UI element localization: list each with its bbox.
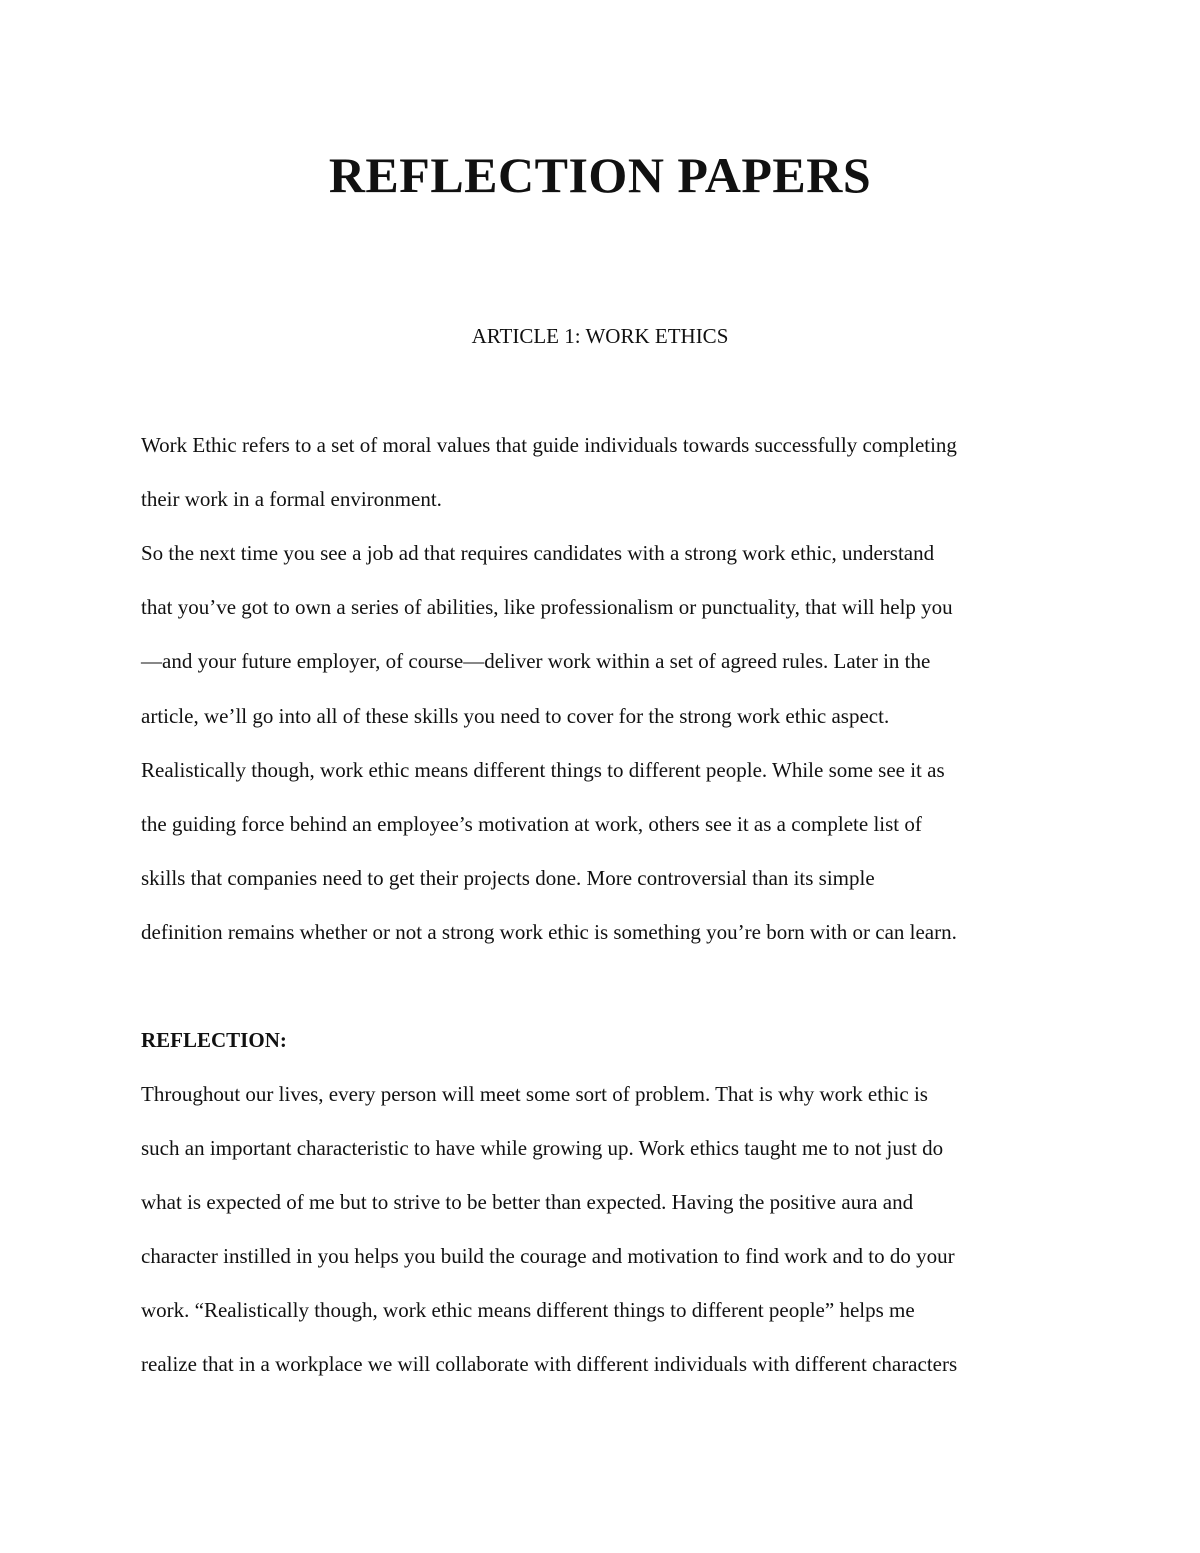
article-line: their work in a formal environment.: [141, 487, 442, 511]
article-line: definition remains whether or not a strong work ethic is something you’re born with or can learn.: [141, 920, 957, 944]
reflection-line: Throughout our lives, every person will meet some sort of problem. That is why work ethic is: [141, 1082, 928, 1106]
article-line: —and your future employer, of course—deliver work within a set of agreed rules. Later in the: [141, 649, 931, 673]
page-title: REFLECTION PAPERS: [328, 147, 872, 203]
article-line: article, we’ll go into all of these skills you need to cover for the strong work ethic aspect.: [141, 704, 890, 728]
reflection-line: realize that in a workplace we will collaborate with different individuals with different characters: [141, 1352, 958, 1376]
article-line: the guiding force behind an employee’s motivation at work, others see it as a complete list of: [141, 812, 922, 836]
article-line: that you’ve got to own a series of abilities, like professionalism or punctuality, that will help you: [141, 595, 953, 619]
article-heading: ARTICLE 1: WORK ETHICS: [471, 324, 729, 348]
reflection-line: work. “Realistically though, work ethic means different things to different people” helps me: [141, 1298, 915, 1322]
article-line: Realistically though, work ethic means different things to different people. While some see it as: [141, 758, 945, 782]
reflection-heading: REFLECTION:: [141, 1028, 287, 1052]
reflection-line: such an important characteristic to have while growing up. Work ethics taught me to not just do: [141, 1136, 944, 1160]
article-line: So the next time you see a job ad that requires candidates with a strong work ethic, understand: [141, 541, 935, 565]
reflection-line: what is expected of me but to strive to be better than expected. Having the positive aura and: [141, 1190, 914, 1214]
reflection-line: character instilled in you helps you build the courage and motivation to find work and to do your: [141, 1244, 955, 1268]
article-line: skills that companies need to get their projects done. More controversial than its simple: [141, 866, 875, 890]
article-line: Work Ethic refers to a set of moral values that guide individuals towards successfully completing: [141, 433, 957, 457]
